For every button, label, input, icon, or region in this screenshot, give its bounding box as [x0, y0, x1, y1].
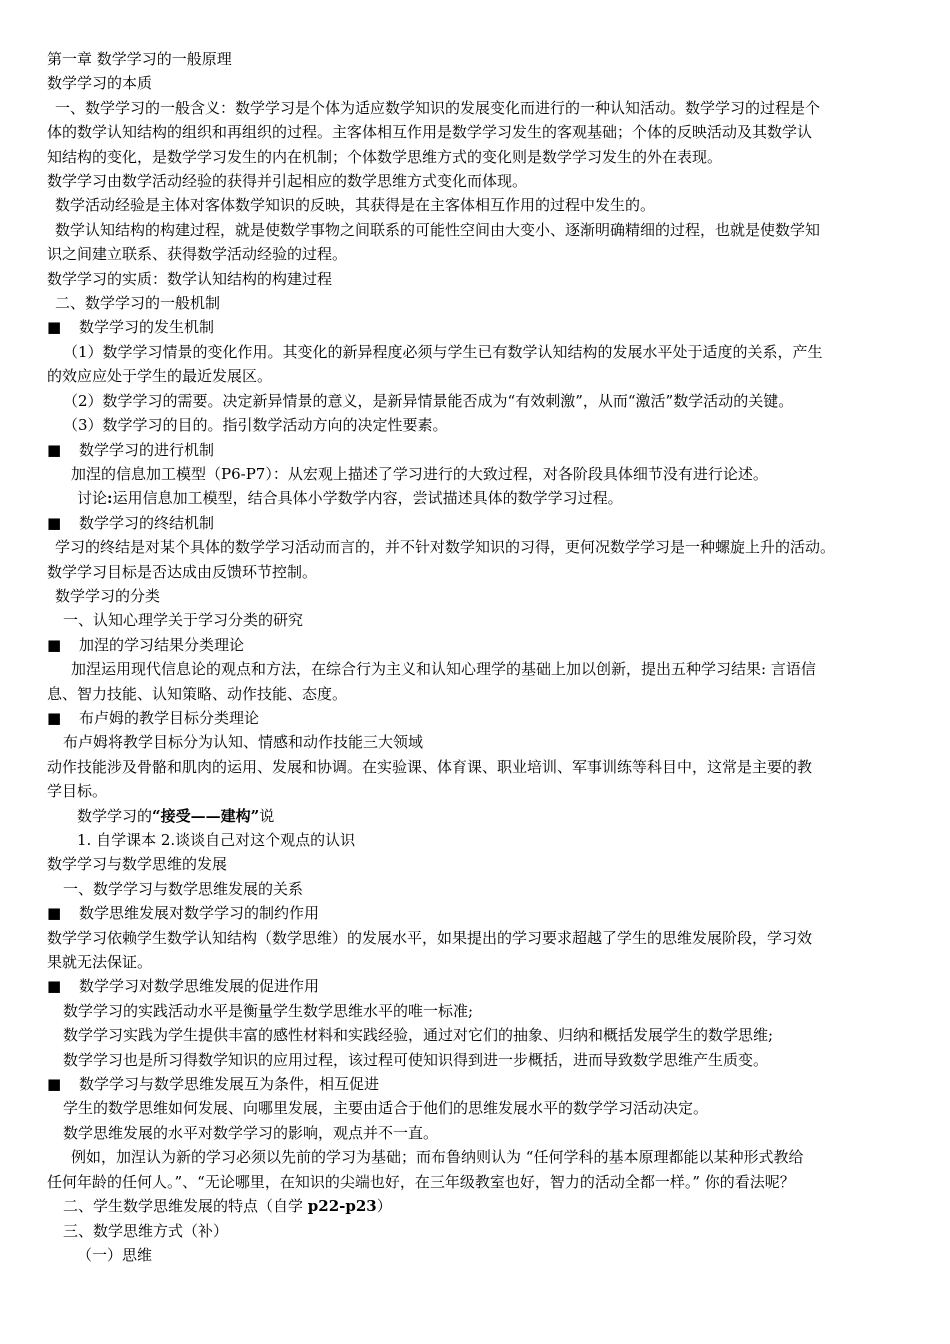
bold-run: “接受——建构” — [152, 806, 260, 825]
text-line: 数学学习的实践活动水平是衡量学生数学思维水平的唯一标准; — [63, 1001, 474, 1020]
bullet-text: 数学学习的终结机制 — [79, 513, 215, 532]
text-line — [47, 486, 906, 510]
text-line — [47, 804, 906, 828]
bullet-text: 数学学习与数学思维发展互为条件，相互促进 — [79, 1075, 380, 1094]
text-line: 息、智力技能、认知策略、动作技能、态度。 — [47, 684, 348, 703]
text-line: （一）思维 — [77, 1245, 153, 1264]
bullet-text: 布卢姆的教学目标分类理论 — [79, 708, 260, 727]
square-bullet-icon: ■ — [47, 635, 62, 654]
bullet-heading — [47, 511, 906, 535]
bullet-text: 数学学习的进行机制 — [79, 440, 215, 459]
bullet-text: 加涅的学习结果分类理论 — [79, 635, 245, 654]
text-line: （1）数学学习情景的变化作用。其变化的新异程度必须与学生已有数学认知结构的发展水平处于适度的关系，产生 — [63, 342, 823, 361]
text-line: 数学学习目标是否达成由反馈环节控制。 — [47, 562, 318, 581]
text-line: 学习的终结是对某个具体的数学学习活动而言的，并不针对数学知识的习得，更何况数学学习是一种螺旋上升的活动。 — [55, 538, 836, 557]
text-line: 第一章 数学学习的一般原理 — [47, 50, 232, 68]
bold-run: p22-p23 — [307, 1197, 377, 1216]
text-line: 数学学习由数学活动经验的获得并引起相应的数学思维方式变化而体现。 — [47, 172, 528, 191]
bullet-heading — [47, 438, 906, 462]
bullet-heading — [47, 974, 906, 998]
text-line: 知结构的变化，是数学学习发生的内在机制；个体数学思维方式的变化则是数学学习发生的外在表现。 — [47, 147, 723, 166]
square-bullet-icon: ■ — [47, 977, 62, 996]
square-bullet-icon: ■ — [47, 440, 62, 459]
text-line: 1. 自学课本 2.谈谈自己对这个观点的认识 — [77, 831, 356, 849]
text-line: 的效应应处于学生的最近发展区。 — [47, 367, 273, 386]
text-line: 果就无法保证。 — [47, 953, 153, 972]
text-line: 学目标。 — [47, 782, 108, 801]
text-line: 体的数学认知结构的组织和再组织的过程。主客体相互作用是数学学习发生的客观基础；个体的反映活动及其数学认 — [47, 123, 813, 142]
text-line: （2）数学学习的需要。决定新异情景的意义，是新异情景能否成为“有效刺激”，从而“激活”数学活动的关键。 — [63, 391, 794, 410]
text-line: 二、数学学习的一般机制 — [55, 294, 221, 313]
text-line: 数学学习的分类 — [55, 586, 161, 605]
square-bullet-icon: ■ — [47, 318, 62, 337]
text-run: ） — [376, 1197, 392, 1216]
text-line: 加涅运用现代信息论的观点和方法，在综合行为主义和认知心理学的基础上加以创新，提出五种学习结果: 言语信 — [71, 660, 816, 679]
bullet-heading — [47, 706, 906, 730]
text-line: 数学认知结构的构建过程，就是使数学事物之间联系的可能性空间由大变小、逐渐明确精细的过程，也就是使数学知 — [55, 220, 821, 239]
text-line: 例如，加涅认为新的学习必须以先前的学习为基础；而布鲁纳则认为 “任何学科的基本原理都能以某种形式教给 — [71, 1148, 804, 1167]
text-line: 数学学习实践为学生提供丰富的感性材料和实践经验，通过对它们的抽象、归纳和概括发展学生的数学思维; — [63, 1026, 774, 1045]
text-line: 一、数学学习与数学思维发展的关系 — [63, 879, 304, 898]
text-line: 任何年龄的任何人。”、“无论哪里，在知识的尖端也好，在三年级教室也好，智力的活动全都一样。” 你的看法呢？ — [47, 1172, 795, 1191]
text-run: 讨论 — [77, 489, 108, 508]
bullet-text: 数学学习对数学思维发展的促进作用 — [79, 977, 320, 996]
text-run: 数学学习的 — [77, 806, 153, 825]
text-line: 数学活动经验是主体对客体数学知识的反映，其获得是在主客体相互作用的过程中发生的。 — [55, 196, 656, 215]
text-line: 数学学习也是所习得数学知识的应用过程，该过程可使知识得到进一步概括，进而导致数学思维产生质变。 — [63, 1050, 769, 1069]
text-run: 二、学生数学思维发展的特点（自学 — [63, 1197, 308, 1216]
text-line: 三、数学思维方式（补） — [63, 1221, 229, 1240]
square-bullet-icon: ■ — [47, 904, 62, 923]
bullet-heading — [47, 633, 906, 657]
bullet-text: 数学思维发展对数学学习的制约作用 — [79, 904, 320, 923]
text-line: 一、认知心理学关于学习分类的研究 — [63, 611, 304, 630]
text-line: 数学学习的实质：数学认知结构的构建过程 — [47, 269, 333, 288]
bold-run: : — [107, 489, 113, 508]
text-line: 数学思维发展的水平对数学学习的影响，观点并不一直。 — [63, 1123, 439, 1142]
square-bullet-icon: ■ — [47, 1075, 62, 1094]
text-run: 说 — [259, 806, 275, 825]
text-line: 识之间建立联系、获得数学活动经验的过程。 — [47, 245, 348, 264]
bullet-heading — [47, 1072, 906, 1096]
bullet-heading — [47, 901, 906, 925]
text-line: 一、数学学习的一般含义：数学学习是个体为适应数学知识的发展变化而进行的一种认知活动。数学学习的过程是个 — [55, 98, 821, 117]
square-bullet-icon: ■ — [47, 513, 62, 532]
text-line: 加涅的信息加工模型（P6-P7）：从宏观上描述了学习进行的大致过程，对各阶段具体细节没有进行论述。 — [71, 464, 768, 483]
text-line: （3）数学学习的目的。指引数学活动方向的决定性要素。 — [63, 416, 448, 435]
bullet-heading — [47, 315, 906, 339]
text-line: 学生的数学思维如何发展、向哪里发展，主要由适合于他们的思维发展水平的数学学习活动决定。 — [63, 1099, 709, 1118]
text-line: 数学学习与数学思维的发展 — [47, 855, 228, 874]
text-line — [47, 1194, 906, 1218]
text-line: 布卢姆将教学目标分为认知、情感和动作技能三大领域 — [63, 733, 424, 752]
text-line: 数学学习的本质 — [47, 74, 153, 93]
text-line: 动作技能涉及骨骼和肌肉的运用、发展和协调。在实验课、体育课、职业培训、军事训练等科目中，这常是主要的教 — [47, 757, 813, 776]
bullet-text: 数学学习的发生机制 — [79, 318, 215, 337]
square-bullet-icon: ■ — [47, 708, 62, 727]
text-run: 运用信息加工模型，结合具体小学数学内容，尝试描述具体的数学学习过程。 — [112, 489, 623, 508]
text-line: 数学学习依赖学生数学认知结构（数学思维）的发展水平，如果提出的学习要求超越了学生的思维发展阶段，学习效 — [47, 928, 813, 947]
